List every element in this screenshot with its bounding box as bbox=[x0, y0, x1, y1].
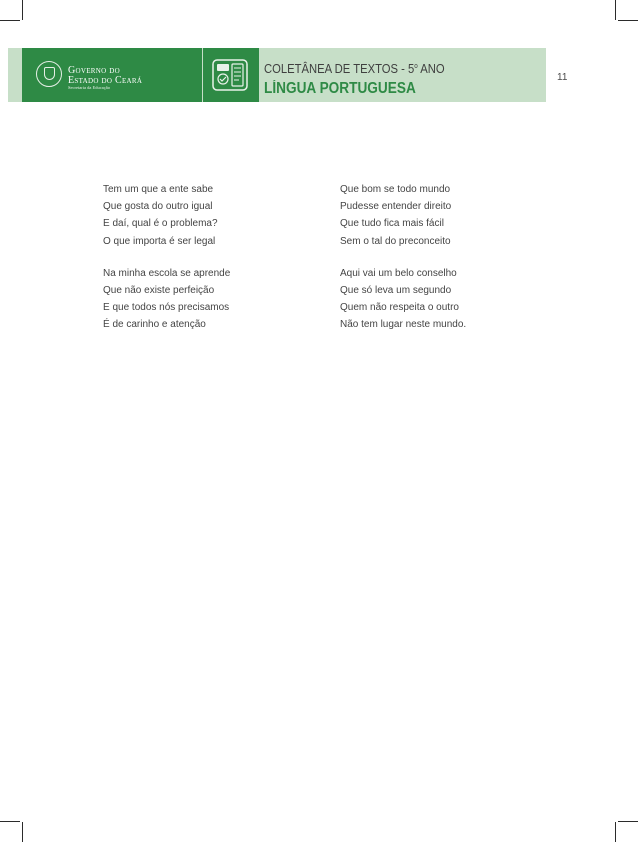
stanza bbox=[103, 265, 303, 334]
subject-title: LÍNGUA PORTUGUESA bbox=[264, 80, 416, 97]
government-line-1: Governo do bbox=[68, 65, 120, 76]
poem-line: O que importa é ser legal bbox=[103, 235, 216, 247]
poem-line: Pudesse entender direito bbox=[340, 201, 452, 213]
poem-line: Na minha escola se aprende bbox=[103, 267, 231, 279]
crop-mark bbox=[615, 0, 616, 20]
collection-title: COLETÂNEA DE TEXTOS - 5$^o$ ANO bbox=[264, 62, 445, 76]
crop-mark bbox=[0, 821, 20, 822]
page-number: 11 bbox=[557, 72, 568, 83]
crop-mark bbox=[618, 20, 638, 21]
poem-line: E daí, qual é o problema? bbox=[103, 218, 218, 230]
poem-line: Que bom se todo mundo bbox=[340, 184, 451, 195]
ppdc-book-icon bbox=[211, 56, 249, 94]
poem-line: Sem o tal do preconceito bbox=[340, 235, 451, 247]
poem-line: Que tudo fica mais fácil bbox=[340, 218, 444, 230]
program-badge bbox=[203, 48, 259, 102]
government-logo bbox=[22, 48, 202, 102]
stanza bbox=[340, 265, 540, 334]
poem-right-column bbox=[340, 181, 540, 349]
poem-line: Tem um que a ente sabe bbox=[103, 184, 214, 195]
poem-line: Não tem lugar neste mundo. bbox=[340, 319, 467, 331]
government-secretariat: Secretaria da Educação bbox=[68, 85, 110, 90]
crop-mark bbox=[615, 822, 616, 842]
crop-mark bbox=[22, 0, 23, 20]
crop-mark bbox=[22, 822, 23, 842]
poem-line: Aqui vai um belo conselho bbox=[340, 267, 457, 279]
poem-line: É de carinho e atenção bbox=[103, 319, 206, 331]
poem-line: E que todos nós precisamos bbox=[103, 302, 230, 314]
poem-left-column bbox=[103, 181, 303, 349]
coat-of-arms-icon bbox=[36, 61, 62, 87]
stanza bbox=[340, 181, 540, 250]
poem-line: Que só leva um segundo bbox=[340, 285, 452, 297]
government-line-2: Estado do Ceará bbox=[68, 75, 143, 86]
stanza bbox=[103, 181, 303, 250]
crop-mark bbox=[618, 821, 638, 822]
poem-line: Que gosta do outro igual bbox=[103, 201, 213, 213]
crop-mark bbox=[0, 20, 20, 21]
poem-line: Que não existe perfeição bbox=[103, 285, 215, 297]
poem-line: Quem não respeita o outro bbox=[340, 302, 459, 314]
